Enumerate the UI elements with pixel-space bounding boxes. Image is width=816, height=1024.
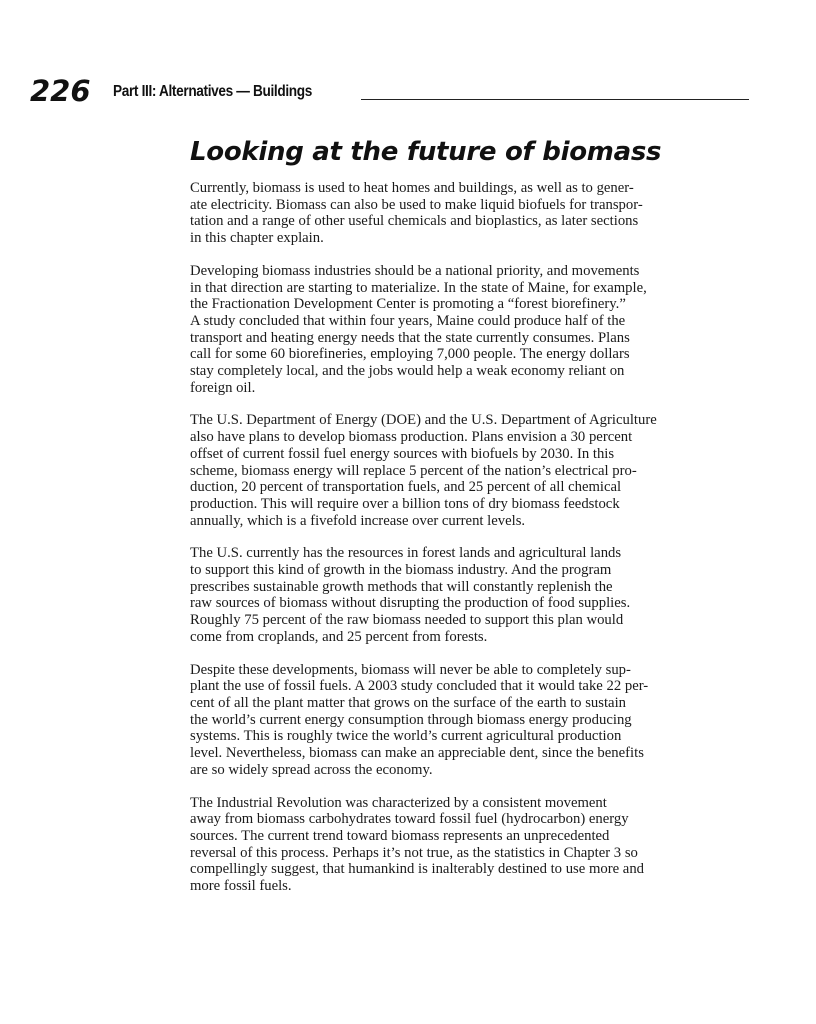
text-line: sources. The current trend toward biomass represents an unprecedented — [190, 827, 610, 844]
section-title: Looking at the future of biomass — [190, 137, 662, 167]
text-line: come from croplands, and 25 percent from forests. — [190, 628, 488, 645]
text-line: Roughly 75 percent of the raw biomass needed to support this plan would — [190, 612, 624, 629]
text-line: raw sources of biomass without disrupting the production of food supplies. — [190, 595, 631, 612]
paragraph — [190, 412, 720, 529]
page-header — [30, 74, 720, 108]
body-text — [190, 180, 720, 911]
running-head: Part III: Alternatives — Buildings — [113, 83, 312, 100]
text-line: cent of all the plant matter that grows on the surface of the earth to sustain — [190, 694, 626, 711]
text-line: away from biomass carbohydrates toward fossil fuel (hydrocarbon) energy — [190, 811, 629, 828]
text-line: Currently, biomass is used to heat homes and buildings, as well as to gener- — [190, 180, 634, 196]
text-line: transport and heating energy needs that the state currently consumes. Plans — [190, 329, 630, 346]
text-line: the Fractionation Development Center is promoting a “forest biorefinery.” — [190, 296, 626, 313]
text-line: more fossil fuels. — [190, 878, 292, 895]
text-line: plant the use of fossil fuels. A 2003 study concluded that it would take 22 per- — [190, 678, 649, 695]
text-line: Despite these developments, biomass will never be able to completely sup- — [190, 661, 631, 678]
header-rule — [361, 99, 749, 100]
text-line: duction, 20 percent of transportation fuels, and 25 percent of all chemical — [190, 479, 622, 496]
text-line: tation and a range of other useful chemicals and bioplastics, as later sections — [190, 213, 639, 230]
page-number: 226 — [30, 74, 91, 108]
text-line: The U.S. Department of Energy (DOE) and the U.S. Department of Agriculture — [190, 412, 657, 429]
text-line: A study concluded that within four years, Maine could produce half of the — [190, 312, 626, 329]
text-line: are so widely spread across the economy. — [190, 761, 433, 778]
text-line: prescribes sustainable growth methods that will constantly replenish the — [190, 578, 613, 595]
text-line: scheme, biomass energy will replace 5 percent of the nation’s electrical pro- — [190, 462, 637, 479]
paragraph — [190, 662, 720, 779]
text-line: systems. This is roughly twice the world’s current agricultural production — [190, 728, 622, 745]
paragraph — [190, 545, 720, 645]
paragraph — [190, 795, 720, 895]
text-line: in this chapter explain. — [190, 230, 324, 247]
text-line: annually, which is a fivefold increase over current levels. — [190, 512, 526, 529]
text-line: foreign oil. — [190, 379, 256, 396]
text-line: Developing biomass industries should be a national priority, and movements — [190, 262, 640, 279]
text-line: in that direction are starting to materialize. In the state of Maine, for example, — [190, 279, 647, 296]
text-line: call for some 60 biorefineries, employing 7,000 people. The energy dollars — [190, 346, 630, 363]
text-line: production. This will require over a billion tons of dry biomass feedstock — [190, 495, 620, 512]
text-line: also have plans to develop biomass production. Plans envision a 30 percent — [190, 429, 633, 446]
text-line: reversal of this process. Perhaps it’s not true, as the statistics in Chapter 3 so — [190, 844, 638, 861]
text-line: the world’s current energy consumption through biomass energy producing — [190, 711, 632, 728]
text-line: ate electricity. Biomass can also be used to make liquid biofuels for transpor- — [190, 196, 643, 213]
text-line: level. Nevertheless, biomass can make an appreciable dent, since the benefits — [190, 745, 644, 762]
text-line: to support this kind of growth in the biomass industry. And the program — [190, 562, 612, 579]
text-line: compellingly suggest, that humankind is inalterably destined to use more and — [190, 861, 645, 878]
text-line: The Industrial Revolution was characterized by a consistent movement — [190, 794, 607, 811]
text-line: The U.S. currently has the resources in forest lands and agricultural lands — [190, 545, 622, 562]
text-line: stay completely local, and the jobs would help a weak economy reliant on — [190, 363, 625, 380]
paragraph — [190, 263, 720, 397]
paragraph — [190, 180, 720, 247]
text-line: offset of current fossil fuel energy sources with biofuels by 2030. In this — [190, 445, 615, 462]
